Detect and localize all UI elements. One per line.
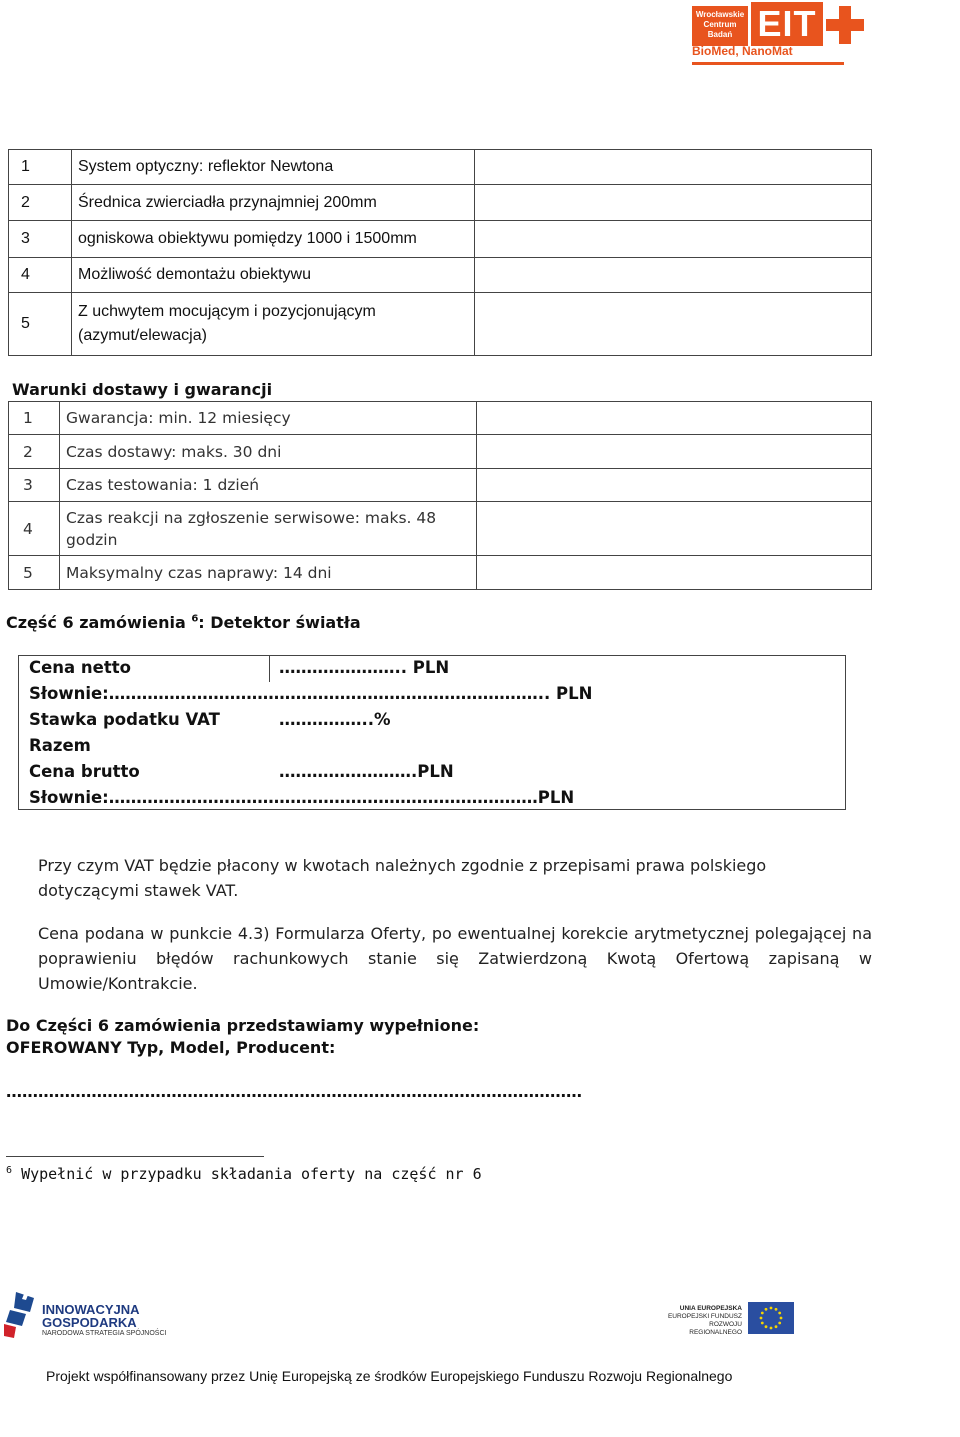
row-number: 1 (9, 402, 60, 435)
table-row (9, 293, 872, 356)
empty-cell (475, 150, 872, 185)
empty-cell (477, 556, 872, 590)
offer-line1: Do Części 6 zamówienia przedstawiamy wypełnione: (6, 1016, 480, 1035)
vat-label: Stawka podatku VAT (29, 710, 220, 729)
footnote-text: Wypełnić w przypadku składania oferty na część nr 6 (21, 1165, 482, 1183)
row-text: Gwarancja: min. 12 miesięcy (60, 402, 477, 435)
offer-dots[interactable]: ……………………………………………………………………………………………… (6, 1082, 582, 1101)
row-number: 2 (9, 435, 60, 469)
cena-brutto-value[interactable]: …………………….PLN (279, 762, 454, 781)
logo-subtitle: BioMed, NanoMat (692, 44, 793, 58)
eu-line: UNIA EUROPEJSKA (679, 1305, 742, 1312)
offer-line2: OFEROWANY Typ, Model, Producent: (6, 1038, 336, 1057)
logo-box-line: Badań (707, 30, 733, 39)
cena-netto-value[interactable]: ………………….. PLN (279, 658, 450, 677)
warunki-heading: Warunki dostawy i gwarancji (12, 380, 273, 399)
project-footer-text: Projekt współfinansowany przez Unię Europejską ze środków Europejskiego Funduszu Rozwoju Regionalnego (46, 1368, 733, 1384)
row-text-line: godzin (66, 530, 118, 549)
plus-icon (824, 4, 866, 46)
ig-title-line: GOSPODARKA (42, 1315, 137, 1330)
row-number: 5 (9, 556, 60, 590)
razem-label: Razem (29, 736, 91, 755)
footnote-mark: 6 (191, 613, 199, 625)
spec-table (8, 149, 872, 356)
table-row (9, 221, 872, 258)
table-row (9, 502, 872, 556)
empty-cell (477, 502, 872, 556)
ig-subtitle: NARODOWA STRATEGIA SPÓJNOŚCI (42, 1330, 167, 1337)
divider (269, 656, 270, 682)
cena-netto-label: Cena netto (29, 658, 131, 677)
part6-heading-post: : Detektor światła (198, 613, 361, 632)
table-row (9, 556, 872, 590)
row-text: Maksymalny czas naprawy: 14 dni (60, 556, 477, 590)
warunki-table (8, 401, 872, 590)
empty-cell (475, 185, 872, 221)
row-text: Możliwość demontażu obiektywu (72, 258, 475, 293)
ig-title-line: INNOWACYJNA (42, 1302, 140, 1317)
ig-title (42, 1303, 140, 1329)
eu-line: ROZWOJU REGIONALNEGO (689, 1321, 742, 1336)
row-text: Średnica zwierciadła przynajmniej 200mm (72, 185, 475, 221)
row-text: Czas testowania: 1 dzień (60, 469, 477, 502)
empty-cell (477, 469, 872, 502)
innowacyjna-gospodarka-logo-icon (4, 1292, 34, 1338)
price-box (18, 655, 846, 810)
slownie-brutto[interactable]: Słownie:……………………………………………………………………PLN (29, 788, 575, 807)
eu-text (660, 1305, 742, 1337)
empty-cell (475, 293, 872, 356)
footnote (6, 1165, 482, 1183)
row-number: 4 (9, 258, 72, 293)
empty-cell (477, 435, 872, 469)
table-row (9, 185, 872, 221)
logo-underline (692, 62, 844, 65)
cena-brutto-label: Cena brutto (29, 762, 140, 781)
row-text-line: Z uchwytem mocującym i pozycjonującym (78, 303, 376, 320)
eit-logo: EIT (751, 2, 823, 46)
price-note: Cena podana w punkcie 4.3) Formularza Oferty, po ewentualnej korekcie arytmetycznej polegającej na poprawieniu błędów rachunkowych stanie się Zatwierdzoną Kwotą Ofertową zapisaną w Umowie/Kontrakcie. (38, 924, 872, 993)
part6-heading-pre: Część 6 zamówienia (6, 613, 186, 632)
row-text-line: (azymut/elewacja) (78, 327, 207, 344)
logo-box-line: Centrum (703, 20, 737, 29)
row-number: 3 (9, 221, 72, 258)
row-text-line: Czas reakcji na zgłoszenie serwisowe: maks. 48 (66, 508, 437, 527)
row-number: 2 (9, 185, 72, 221)
vat-note: Przy czym VAT będzie płacony w kwotach należnych zgodnie z przepisami prawa polskiego dotyczącymi stawek VAT. (38, 856, 767, 900)
row-text (60, 502, 477, 556)
table-row (9, 402, 872, 435)
row-number: 4 (9, 502, 60, 556)
row-number: 5 (9, 293, 72, 356)
table-row (9, 258, 872, 293)
footnote-rule (6, 1156, 264, 1157)
row-text (72, 293, 475, 356)
row-number: 1 (9, 150, 72, 185)
vat-value[interactable]: ……………..% (279, 710, 391, 729)
empty-cell (475, 221, 872, 258)
table-row (9, 150, 872, 185)
eu-line: EUROPEJSKI FUNDUSZ (667, 1313, 742, 1320)
logo-box-line: Wrocławskie (695, 10, 745, 19)
table-row (9, 435, 872, 469)
part6-heading (6, 613, 361, 632)
row-text: ogniskowa obiektywu pomiędzy 1000 i 1500mm (72, 221, 475, 258)
row-number: 3 (9, 469, 60, 502)
slownie-netto[interactable]: Słownie:…………………………………………………………………….. PLN (29, 684, 593, 703)
footnote-number: 6 (6, 1165, 13, 1176)
eu-flag-icon (748, 1302, 794, 1334)
row-text: System optyczny: reflektor Newtona (72, 150, 475, 185)
empty-cell (475, 258, 872, 293)
wcb-logo-box (692, 6, 748, 46)
row-text: Czas dostawy: maks. 30 dni (60, 435, 477, 469)
table-row (9, 469, 872, 502)
empty-cell (477, 402, 872, 435)
